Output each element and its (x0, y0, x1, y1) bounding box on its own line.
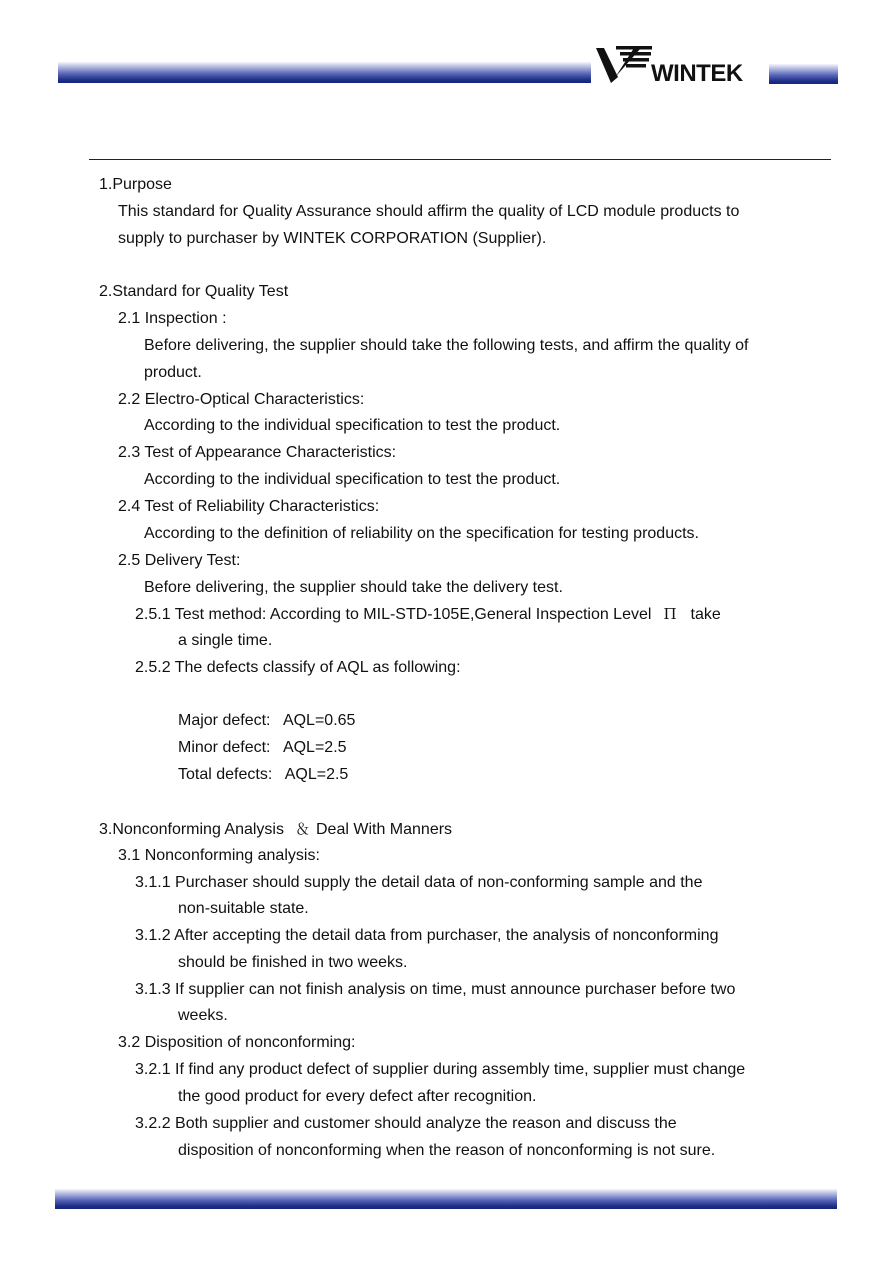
paragraph-line: non-suitable state. (178, 900, 309, 917)
header-bar-right (769, 64, 838, 84)
paragraph-line: disposition of nonconforming when the reason of nonconforming is not sure. (178, 1142, 716, 1159)
aql-total: Total defects: AQL=2.5 (178, 766, 349, 783)
paragraph-line: This standard for Quality Assurance should affirm the quality of LCD module products to (118, 203, 740, 220)
paragraph-line: supply to purchaser by WINTEK CORPORATION (Supplier). (118, 230, 547, 247)
paragraph-line: a single time. (178, 632, 273, 649)
paragraph-line: Before delivering, the supplier should take the delivery test. (144, 579, 563, 596)
section-2-heading: 2.Standard for Quality Test (99, 283, 289, 300)
section-1-heading: 1.Purpose (99, 176, 172, 193)
subsection-2-2-heading: 2.2 Electro-Optical Characteristics: (118, 391, 365, 408)
subsection-2-1-heading: 2.1 Inspection : (118, 310, 227, 327)
item-3-1-1: 3.1.1 Purchaser should supply the detail data of non-conforming sample and the (135, 874, 703, 891)
section-3-heading-text: 3.Nonconforming Analysis (99, 821, 284, 838)
paragraph-line: weeks. (178, 1007, 228, 1024)
item-3-2-1: 3.2.1 If find any product defect of supplier during assembly time, supplier must change (135, 1061, 746, 1078)
header-divider (89, 159, 831, 160)
subsection-2-4-heading: 2.4 Test of Reliability Characteristics: (118, 498, 380, 515)
item-3-1-2: 3.1.2 After accepting the detail data from purchaser, the analysis of nonconforming (135, 927, 719, 944)
header-bar-left (58, 62, 591, 83)
paragraph-line: the good product for every defect after recognition. (178, 1088, 537, 1105)
item-2-5-1-tail: take (690, 606, 721, 623)
aql-minor: Minor defect: AQL=2.5 (178, 739, 347, 756)
paragraph-line: product. (144, 364, 202, 381)
paragraph-line: According to the definition of reliability on the specification for testing products. (144, 525, 699, 542)
wintek-logo (594, 43, 769, 89)
section-3-heading (99, 819, 452, 840)
level-symbol: Π (663, 605, 677, 623)
paragraph-line: Before delivering, the supplier should take the following tests, and affirm the quality of (144, 337, 749, 354)
item-2-5-1 (135, 604, 721, 625)
item-2-5-1-text: 2.5.1 Test method: According to MIL-STD-105E,General Inspection Level (135, 606, 652, 623)
item-3-2-2: 3.2.2 Both supplier and customer should analyze the reason and discuss the (135, 1115, 677, 1132)
paragraph-line: should be finished in two weeks. (178, 954, 408, 971)
ampersand-symbol: ＆ (294, 820, 310, 838)
item-3-1-3: 3.1.3 If supplier can not finish analysis on time, must announce purchaser before two (135, 981, 736, 998)
paragraph-line: According to the individual specification to test the product. (144, 471, 561, 488)
subsection-3-2-heading: 3.2 Disposition of nonconforming: (118, 1034, 356, 1051)
aql-major: Major defect: AQL=0.65 (178, 712, 356, 729)
footer-bar (55, 1189, 837, 1209)
subsection-3-1-heading: 3.1 Nonconforming analysis: (118, 847, 320, 864)
subsection-2-3-heading: 2.3 Test of Appearance Characteristics: (118, 444, 397, 461)
wintek-logo-icon (594, 43, 654, 89)
logo-wordmark: WINTEK (651, 60, 743, 87)
paragraph-line: According to the individual specification to test the product. (144, 417, 561, 434)
item-2-5-2: 2.5.2 The defects classify of AQL as following: (135, 659, 461, 676)
section-3-heading-tail: Deal With Manners (316, 821, 453, 838)
subsection-2-5-heading: 2.5 Delivery Test: (118, 552, 241, 569)
